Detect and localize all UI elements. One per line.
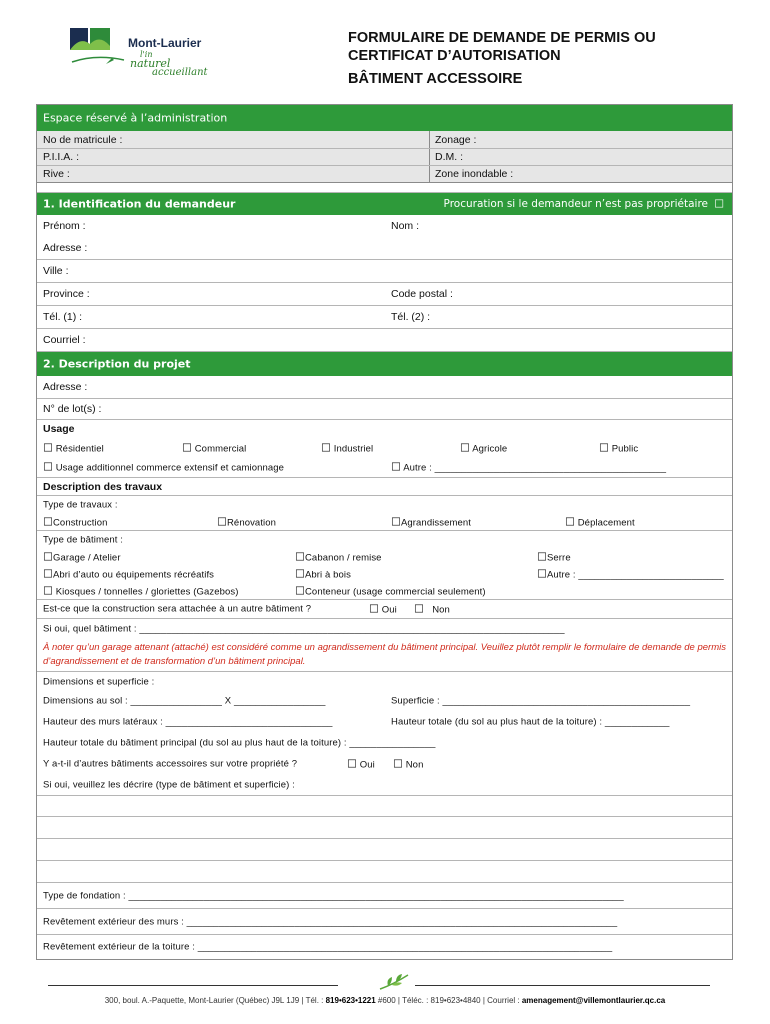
usage-title-row: [37, 420, 732, 438]
dimensions-title-row: [37, 672, 732, 691]
hauteur-principal-field[interactable]: Hauteur totale du bâtiment principal (du sol au plus haut de la toiture) : ________________: [43, 737, 436, 748]
attachee-non[interactable]: ☐ Non: [414, 602, 450, 616]
piia-field[interactable]: P.I.I.A. :: [43, 151, 79, 163]
autres-row: [37, 753, 732, 774]
type-batiment-label: Type de bâtiment :: [43, 534, 123, 545]
tel2-field[interactable]: Tél. (2) :: [391, 311, 431, 323]
autres-non[interactable]: ☐ Non: [393, 757, 424, 770]
projet-adresse-field[interactable]: Adresse :: [43, 381, 88, 393]
matricule-field[interactable]: No de matricule :: [43, 133, 123, 146]
attachee-oui[interactable]: ☐ Oui: [369, 602, 397, 616]
autres-oui[interactable]: ☐ Oui: [347, 757, 375, 770]
travaux-title: Description des travaux: [43, 480, 163, 493]
footer-contact: 300, boul. A.-Paquette, Mont-Laurier (Québec) J9L 1J9 | Tél. : 819•623•1221 #600 | Téléc. : 819•623•4840 | Courriel : amenagement@villemontlaurier.qc.ca: [104, 996, 666, 1005]
usage-title: Usage: [43, 423, 75, 435]
code-postal-field[interactable]: Code postal :: [391, 288, 453, 300]
usage-residentiel[interactable]: ☐ Résidentiel: [43, 441, 104, 454]
blank-line-3[interactable]: [37, 839, 732, 861]
admin-header: Espace réservé à l’administration: [37, 105, 732, 131]
fondation-row: [37, 883, 732, 909]
travaux-options-row: [37, 513, 732, 531]
attachee-question: Est-ce que la construction sera attachée à un autre bâtiment ?: [43, 603, 312, 615]
courriel-row: [37, 329, 732, 352]
autres-question: Y a-t-il d’autres bâtiments accessoires sur votre propriété ?: [43, 758, 298, 769]
inondable-field[interactable]: Zone inondable :: [435, 168, 514, 180]
usage-extra[interactable]: ☐ Usage additionnel commerce extensif et camionnage: [43, 460, 284, 474]
blank-line-2[interactable]: [37, 817, 732, 839]
batiment-row-3: [37, 582, 732, 600]
type-travaux-row: [37, 496, 732, 513]
hauteur-murs-field[interactable]: Hauteur des murs latéraux : _______________________________: [43, 716, 333, 727]
attachee-row: [37, 600, 732, 619]
spacer: [37, 183, 732, 193]
procuration-label: Procuration si le demandeur n’est pas propriétaire: [443, 197, 708, 210]
projet-adresse-row: [37, 376, 732, 399]
adresse-row: [37, 237, 732, 260]
logo-name: Mont-Laurier: [128, 36, 202, 50]
decrire-row: [37, 774, 732, 796]
section2-header: 2. Description du projet: [37, 352, 732, 376]
usage-industriel[interactable]: ☐ Industriel: [321, 441, 374, 454]
hauteur-principal-row: [37, 732, 732, 753]
usage-autre[interactable]: ☐ Autre : ___________________________________________: [391, 460, 667, 474]
usage-public[interactable]: ☐ Public: [599, 441, 639, 454]
hauteur-row: [37, 711, 732, 732]
rive-field[interactable]: Rive :: [43, 168, 70, 180]
bat-garage[interactable]: ☐Garage / Atelier: [43, 550, 121, 563]
ville-field[interactable]: Ville :: [43, 265, 69, 277]
logo-slogan: l'in naturel accueillant: [130, 50, 208, 78]
footer-tel: 819•623•1221: [325, 996, 376, 1005]
dim-sol-field[interactable]: Dimensions au sol : _________________ X _________________: [43, 695, 326, 707]
footer-line-right: [415, 985, 710, 986]
dm-field[interactable]: D.M. :: [435, 151, 463, 163]
batiment-row-2: [37, 565, 732, 582]
province-row: [37, 283, 732, 306]
lots-row: [37, 399, 732, 420]
revetement-toit-row: [37, 935, 732, 959]
bat-cabanon[interactable]: ☐Cabanon / remise: [295, 550, 382, 563]
admin-row-1: [37, 131, 732, 149]
admin-row-2: [37, 149, 732, 166]
travaux-construction[interactable]: ☐Construction: [43, 515, 108, 528]
title-line-1: FORMULAIRE DE DEMANDE DE PERMIS OU: [348, 30, 656, 46]
travaux-deplacement[interactable]: ☐ Déplacement: [565, 515, 635, 528]
travaux-renovation[interactable]: ☐Rénovation: [217, 515, 277, 528]
revetement-murs-row: [37, 909, 732, 935]
footer-line-left: [48, 985, 338, 986]
hauteur-totale-field[interactable]: Hauteur totale (du sol au plus haut de la toiture) : ____________: [391, 716, 670, 727]
decrire-label: Si oui, veuillez les décrire (type de bâtiment et superficie) :: [43, 779, 295, 790]
revetement-toit-field[interactable]: Revêtement extérieur de la toiture : _____________________________________________________________________________: [43, 941, 613, 953]
usage-options-row: [37, 438, 732, 457]
fondation-field[interactable]: Type de fondation : ____________________________________________________________________________________________: [43, 890, 624, 901]
title-line-2: CERTIFICAT D’AUTORISATION: [348, 48, 561, 64]
zonage-field[interactable]: Zonage :: [435, 133, 477, 146]
bat-abri-bois[interactable]: ☐Abri à bois: [295, 567, 351, 580]
adresse-field[interactable]: Adresse :: [43, 242, 88, 254]
note-row: [37, 638, 732, 672]
usage-commercial[interactable]: ☐ Commercial: [182, 441, 247, 454]
bat-autre[interactable]: ☐Autre : ___________________________: [537, 567, 724, 580]
dimensions-title: Dimensions et superficie :: [43, 676, 155, 687]
permit-form: [36, 104, 733, 960]
bat-kiosques[interactable]: ☐ Kiosques / tonnelles / gloriettes (Gazebos): [43, 584, 239, 597]
form-title: [348, 29, 748, 88]
bat-conteneur[interactable]: ☐Conteneur (usage commercial seulement): [295, 584, 486, 597]
section1-header: 1. Identification du demandeur Procuration si le demandeur n’est pas propriétaire ☐: [37, 193, 732, 215]
superficie-field[interactable]: Superficie : ______________________________________________: [391, 695, 691, 707]
batiment-row-1: [37, 548, 732, 565]
tel-row: [37, 306, 732, 329]
tel1-field[interactable]: Tél. (1) :: [43, 311, 83, 323]
leaf-icon: [378, 971, 412, 993]
prenom-field[interactable]: Prénom :: [43, 220, 86, 232]
revetement-murs-field[interactable]: Revêtement extérieur des murs : ________________________________________________________________________________: [43, 916, 618, 927]
quel-batiment-row: [37, 619, 732, 638]
bat-abri-auto[interactable]: ☐Abri d’auto ou équipements récréatifs: [43, 567, 215, 580]
title-line-3: BÂTIMENT ACCESSOIRE: [348, 71, 523, 87]
bat-serre[interactable]: ☐Serre: [537, 550, 571, 563]
ville-row: [37, 260, 732, 283]
lots-field[interactable]: N° de lot(s) :: [43, 403, 102, 415]
blank-line-4[interactable]: [37, 861, 732, 883]
admin-row-3: [37, 166, 732, 183]
type-travaux-label: Type de travaux :: [43, 499, 118, 510]
province-field[interactable]: Province :: [43, 288, 90, 300]
usage-extra-row: [37, 457, 732, 478]
travaux-agrandissement[interactable]: ☐Agrandissement: [391, 515, 472, 528]
usage-agricole[interactable]: ☐ Agricole: [460, 441, 508, 454]
dim-sol-row: [37, 691, 732, 711]
type-batiment-row: [37, 531, 732, 548]
procuration-checkbox[interactable]: ☐: [714, 197, 724, 210]
travaux-title-row: [37, 478, 732, 496]
garage-note: À noter qu’un garage attenant (attaché) est considéré comme un agrandissement du bâtiment principal. Veuillez plutôt remplir le formulaire de demande de permis d’agrandissement et de transformation d’un bâtiment principal.: [43, 642, 726, 667]
blank-line-1[interactable]: [37, 796, 732, 817]
courriel-field[interactable]: Courriel :: [43, 334, 86, 346]
nom-field[interactable]: Nom :: [391, 220, 420, 232]
footer-email[interactable]: amenagement@villemontlaurier.qc.ca: [521, 996, 666, 1005]
prenom-nom-row: [37, 215, 732, 237]
quel-batiment-field[interactable]: Si oui, quel bâtiment : _______________________________________________________________________________: [43, 623, 565, 634]
